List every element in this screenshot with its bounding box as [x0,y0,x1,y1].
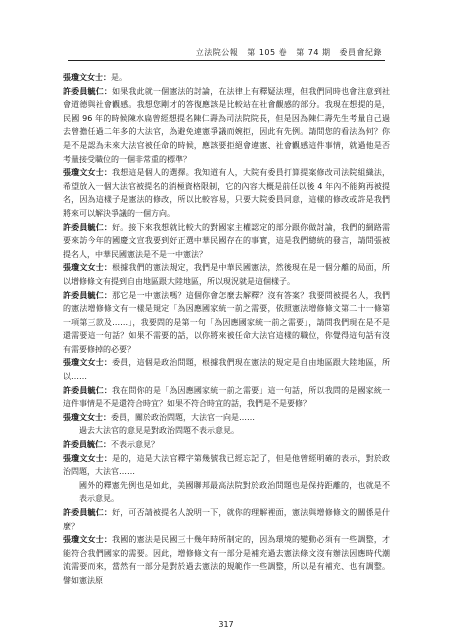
header-rule [68,60,385,61]
transcript-paragraph [63,71,390,85]
speech-text: 我國的憲法是民國三十幾年時所制定的，因為環境的變動必須有一些調整，才能符合我們國家的需要。因此，增修條文有一部分是補充過去憲法條文沒有辦法因應時代潮流需要而來，當然有一部分是對於過去憲法的規範作一些調整，所以是有補充、也有調整。譬如憲法原 [63,535,390,585]
speaker-label: 張瓊文女士： [63,535,113,545]
speech-text: 委員，這個是政治問題，根據我們現在憲法的規定是自由地區跟大陸地區，所以…… [63,358,390,382]
transcript-body [63,71,390,588]
speech-text: 不表示意見？ [111,440,159,450]
speech-text: 是的，這是大法官釋字第幾號我已經忘記了，但是他曾經明確的表示，對於政治問題，大法官…… [63,453,390,477]
transcript-paragraph [63,438,390,452]
speaker-label: 張瓊文女士： [63,412,111,422]
speech-text: 我在問你的是「為因應國家統一前之需要」這一句話，所以我問的是國家統一這件事情是不是還符合時宜？如果不符合時宜的話，我們是不是要修？ [63,385,390,409]
speaker-label: 許委員毓仁： [63,222,113,232]
speech-text: 好，可否請被提名人說明一下，就你的理解裡面，憲法與增修條文的關係是什麼？ [63,508,390,531]
transcript-paragraph [63,261,390,288]
issue-label: 第 74 期 [296,48,331,57]
speech-text: 那它是一中憲法嗎？這個你會怎麼去解釋？沒有答案？我要問被提名人，我們的憲法增修條文有一樣是規定「為因應國家統一前之需要，依照憲法增修條文第二十一條第一項第三款及……」，我要問的是第一句「為因應國家統一前之需要」，請問我們現在是不是還需要這一句話？如果不需要的話，以你將來被任命大法官這樣的職位，你覺得這句話有沒有需要修掉的必要？ [63,290,390,354]
transcript-paragraph [63,289,390,357]
page-header [190,47,382,58]
speech-text: 過去大法官的意見是對政治問題不表示意見。 [79,426,239,436]
publication-name: 立法院公報 [195,48,239,57]
speaker-label: 許委員毓仁： [63,86,113,96]
speech-text: 國外的釋憲先例也是如此，美國聯邦最高法院對於政治問題也是保持距離的，也就是不表示意見。 [79,480,390,504]
speaker-label: 張瓊文女士： [63,168,113,178]
transcript-paragraph [63,452,390,479]
transcript-paragraph [63,221,390,262]
speaker-label: 張瓊文女士： [63,358,113,368]
transcript-paragraph [63,506,390,533]
speaker-label: 張瓊文女士： [63,453,113,463]
transcript-paragraph [63,533,390,587]
transcript-paragraph [63,166,390,220]
speech-text: 好。接下來我想就比較大的對國家主權認定的部分跟你做討論，我們的網路需要來訪今年的國慶文宣我要到好正選中華民國存在的事實，這是我們總統的發言，請問張被提名人，中華民國憲法是不是一中憲法？ [63,222,390,259]
speaker-label: 許委員毓仁： [63,440,111,450]
transcript-paragraph [63,424,390,438]
transcript-paragraph [63,479,390,506]
speaker-label: 張瓊文女士： [63,263,113,273]
speaker-label: 許委員毓仁： [63,508,113,517]
transcript-paragraph [63,384,390,411]
transcript-paragraph [63,85,390,167]
volume-label: 第 105 卷 [247,48,288,57]
transcript-paragraph [63,356,390,383]
transcript-paragraph [63,411,390,425]
section-label: 委員會紀錄 [339,48,382,57]
speech-text: 根據我們的憲法規定，我們是中華民國憲法，然後現在是一個分離的局面，所以增修條文有提到自由地區跟大陸地區，所以現況就是這個樣子。 [63,263,390,286]
speech-text: 是。 [111,73,127,82]
speaker-label: 許委員毓仁： [63,290,113,300]
speech-text: 我想這是個人的選擇。我知道有人，大院有委員打算提案修改司法院組織法，希望放入一個大法官被提名的消極資格限制，它的內容大概是前任以後 4 年內不能夠再被提名，因為這樣子是憲法的修改，所以比較容易，只要大院委員同意，這樣的修改或許是我們將來可以解決爭議的一個方向。 [63,168,390,218]
speech-text: 委員，關於政治問題，大法官一向是…… [111,412,255,422]
speech-text: 如果我此就一個憲法的討論，在法律上有釋疑法理，但我們同時也會注意到社會道德與社會觀感。我想您剛才的答復應該是比較站在社會觀感的部分。我現在想提的是，民國 96 年的時候陳水扁曾經想提名陳仁壽為司法院院長，但是因為陳仁壽先生考量自己過去曾擔任過二年多的大法官，為避免違憲爭議而婉拒，因此有先例。請問您的看法為何？你是不是認為未來大法官被任命的時候，應該要拒絕會違憲、社會觀感這件事情，就過他是否考量接受職位的一個非常重的標準？ [63,86,390,164]
speaker-label: 許委員毓仁： [63,385,113,395]
page-number: 317 [218,620,234,629]
speaker-label: 張瓊文女士： [63,73,111,82]
